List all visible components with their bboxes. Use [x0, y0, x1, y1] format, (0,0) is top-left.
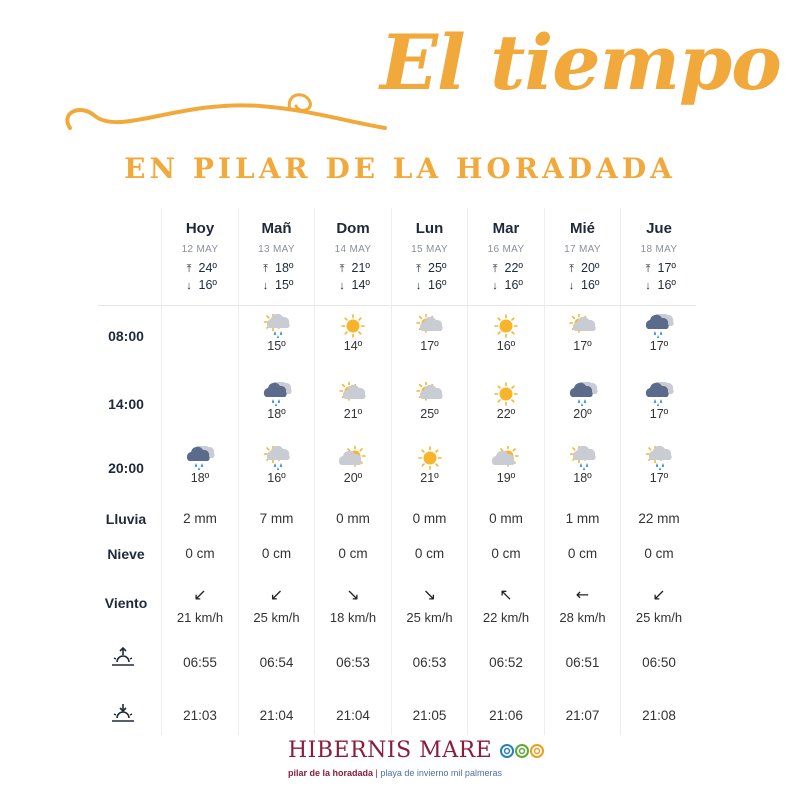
- day-date: 17 MAY: [564, 244, 601, 255]
- rain-value: 7 mm: [259, 511, 294, 526]
- sun-low-cloud-icon: [491, 446, 521, 470]
- sun-icon: [491, 382, 521, 406]
- hourly-cell-h20: [392, 446, 468, 485]
- max-arrow-icon: ⤒: [339, 263, 345, 275]
- snow-value: 0 cm: [644, 546, 674, 561]
- wind-speed: 25 km/h: [253, 610, 300, 625]
- brand-logo: [288, 738, 518, 788]
- temp-min-value: 14º: [351, 278, 370, 292]
- rain-value: 0 mm: [489, 511, 523, 526]
- min-arrow-icon: ↓: [645, 280, 651, 292]
- hourly-cell-h14: [392, 382, 468, 421]
- day-header: [545, 208, 621, 292]
- temp-min: [315, 278, 391, 292]
- sunset-time: 21:07: [565, 708, 600, 723]
- logo-subtitle: pilar de la horadada | playa de invierno mil palmeras: [288, 768, 502, 778]
- temp-max-value: 21º: [351, 261, 370, 275]
- temp-max: [468, 261, 544, 276]
- logo-tagline: playa de invierno mil palmeras: [380, 768, 502, 778]
- day-name: Jue: [646, 220, 672, 237]
- wind-cell: [239, 585, 315, 625]
- hourly-cell-h20: [162, 446, 238, 485]
- hourly-temp: 18º: [267, 407, 286, 421]
- wind-direction-icon: ↙: [652, 585, 666, 604]
- hourly-cell-h08: [545, 314, 621, 353]
- sun-icon: [338, 314, 368, 338]
- max-arrow-icon: ⤒: [416, 263, 421, 275]
- rain-cloud-icon: [262, 382, 292, 406]
- hourly-temp: 17º: [649, 407, 669, 421]
- temp-min: [162, 278, 238, 292]
- hourly-cell-h08: [315, 314, 391, 353]
- wind-cell: [621, 585, 697, 625]
- day-name: Lun: [415, 220, 444, 237]
- day-name: Hoy: [185, 220, 215, 237]
- temp-min-value: 16º: [428, 278, 447, 292]
- rain-cloud-icon: [568, 382, 598, 406]
- header: [0, 0, 800, 200]
- temp-max-value: 18º: [275, 261, 294, 275]
- day-name: Mié: [569, 220, 595, 237]
- row-label-rain: Lluvia: [105, 511, 147, 527]
- min-arrow-icon: ↓: [186, 280, 192, 292]
- sunset-icon: [110, 702, 136, 724]
- logo-wordmark: HIBERNIS MARE: [288, 738, 493, 763]
- wind-speed: 21 km/h: [176, 610, 224, 625]
- sunset-time: 21:04: [336, 708, 370, 723]
- rain-value: 1 mm: [565, 511, 600, 526]
- wind-cell: [392, 585, 468, 625]
- sun-cloud-icon: [415, 314, 445, 338]
- wind-direction-icon: ↘: [346, 585, 360, 604]
- sunrise-time: 06:52: [489, 655, 523, 670]
- hourly-cell-h08: [239, 314, 315, 353]
- row-label-snow: Nieve: [107, 546, 145, 562]
- sunset-time: 21:06: [489, 708, 523, 723]
- hourly-cell-h08: [392, 314, 468, 353]
- hourly-cell-h14: [621, 382, 697, 421]
- snow-value: 0 cm: [414, 546, 445, 561]
- rain-value: 0 mm: [412, 511, 447, 526]
- rain-cloud-icon: [644, 382, 674, 406]
- temp-max-value: 22º: [504, 261, 523, 275]
- page-title: El tiempo: [380, 18, 781, 107]
- snow-value: 0 cm: [185, 546, 215, 561]
- hourly-cell-h14: [545, 382, 621, 421]
- wind-speed: 28 km/h: [559, 610, 606, 625]
- wind-direction-icon: ↖: [499, 585, 513, 604]
- max-arrow-icon: ⤒: [263, 263, 268, 275]
- hourly-temp: 15º: [267, 339, 286, 353]
- sunrise-time: 06:50: [642, 655, 676, 670]
- max-arrow-icon: ⤒: [645, 263, 651, 275]
- hourly-temp: 21º: [343, 407, 363, 421]
- temp-min-value: 15º: [275, 278, 294, 292]
- hourly-cell-h14: [239, 382, 315, 421]
- snow-value: 0 cm: [491, 546, 521, 561]
- sunset-time: 21:08: [642, 708, 676, 723]
- hourly-temp: 17º: [649, 471, 669, 485]
- wind-cell: [545, 585, 621, 625]
- snow-value: 0 cm: [567, 546, 598, 561]
- day-date: 13 MAY: [258, 244, 295, 255]
- min-arrow-icon: ↓: [568, 280, 575, 292]
- day-header: [621, 208, 697, 292]
- max-arrow-icon: ⤒: [569, 263, 574, 275]
- wind-direction-icon: ↘: [422, 585, 437, 604]
- min-arrow-icon: ↓: [339, 280, 345, 292]
- row-label-1400: 14:00: [108, 396, 144, 412]
- hourly-cell-h20: [545, 446, 621, 485]
- hourly-temp: 17º: [649, 339, 669, 353]
- hourly-cell-h20: [239, 446, 315, 485]
- rain-value: 22 mm: [638, 511, 680, 526]
- sunset-time: 21:04: [259, 708, 294, 723]
- sun-cloud-icon: [568, 314, 598, 338]
- sun-cloud-icon: [338, 382, 368, 406]
- hourly-cell-h14: [468, 382, 544, 421]
- wind-speed: 18 km/h: [329, 610, 377, 625]
- sunrise-time: 06:54: [259, 655, 294, 670]
- day-date: 16 MAY: [487, 244, 525, 255]
- wind-speed: 22 km/h: [482, 610, 530, 625]
- temp-min: [239, 278, 315, 292]
- min-arrow-icon: ↓: [262, 280, 269, 292]
- sun-icon: [415, 446, 445, 470]
- hourly-temp: 18º: [573, 471, 592, 485]
- hourly-temp: 18º: [190, 471, 210, 485]
- hourly-cell-h14: [315, 382, 391, 421]
- hourly-temp: 16º: [267, 471, 286, 485]
- wind-direction-icon: ↙: [193, 585, 207, 604]
- temp-max: [392, 261, 468, 276]
- hourly-temp: 20º: [343, 471, 363, 485]
- wind-direction-icon: ↙: [269, 585, 284, 604]
- sun-cloud-rain-icon: [568, 446, 598, 470]
- temp-min: [545, 278, 621, 292]
- sun-cloud-rain-icon: [644, 446, 674, 470]
- sun-cloud-rain-icon: [262, 446, 292, 470]
- row-label-2000: 20:00: [108, 460, 144, 476]
- rain-value: 0 mm: [336, 511, 370, 526]
- hourly-cell-h20: [315, 446, 391, 485]
- temp-min-value: 16º: [657, 278, 676, 292]
- sun-cloud-icon: [415, 382, 445, 406]
- hourly-temp: 19º: [496, 471, 516, 485]
- hourly-temp: 25º: [420, 407, 439, 421]
- max-arrow-icon: ⤒: [492, 263, 498, 275]
- snow-value: 0 cm: [338, 546, 368, 561]
- day-date: 15 MAY: [411, 244, 448, 255]
- wind-cell: [315, 585, 391, 625]
- day-date: 18 MAY: [640, 244, 678, 255]
- hourly-temp: 21º: [420, 471, 439, 485]
- temp-max: [239, 261, 315, 276]
- day-date: 12 MAY: [181, 244, 219, 255]
- max-arrow-icon: ⤒: [186, 263, 192, 275]
- wind-direction-icon: ←: [575, 585, 590, 604]
- day-header: [162, 208, 238, 292]
- temp-min: [621, 278, 697, 292]
- rain-value: 2 mm: [183, 511, 217, 526]
- day-header: [392, 208, 468, 292]
- logo-location: pilar de la horadada: [288, 768, 374, 778]
- sunrise-time: 06:53: [336, 655, 370, 670]
- temp-min: [468, 278, 544, 292]
- sunset-time: 21:05: [412, 708, 447, 723]
- day-header: [239, 208, 315, 292]
- day-header: [468, 208, 544, 292]
- logo-spirals-icon: [500, 743, 546, 759]
- decorative-swirl: [60, 88, 390, 148]
- hourly-cell-h08: [468, 314, 544, 353]
- min-arrow-icon: ↓: [492, 280, 498, 292]
- temp-max: [162, 261, 238, 276]
- day-date: 14 MAY: [334, 244, 372, 255]
- sun-cloud-rain-icon: [262, 314, 292, 338]
- hourly-temp: 17º: [420, 339, 439, 353]
- temp-max: [621, 261, 697, 276]
- temp-max: [315, 261, 391, 276]
- hourly-temp: 22º: [496, 407, 516, 421]
- sunrise-icon: [110, 646, 136, 668]
- hourly-temp: 20º: [573, 407, 592, 421]
- wind-speed: 25 km/h: [635, 610, 683, 625]
- min-arrow-icon: ↓: [415, 280, 422, 292]
- temp-max-value: 17º: [657, 261, 676, 275]
- hourly-temp: 16º: [496, 339, 516, 353]
- row-label-wind: Viento: [104, 595, 148, 611]
- temp-min-value: 16º: [581, 278, 600, 292]
- sunrise-time: 06:53: [412, 655, 447, 670]
- sun-low-cloud-icon: [338, 446, 368, 470]
- day-name: Mar: [492, 220, 520, 237]
- hourly-cell-h20: [468, 446, 544, 485]
- day-name: Dom: [336, 220, 370, 237]
- page-subtitle: EN PILAR DE LA HORADADA: [124, 152, 676, 185]
- wind-cell: [162, 585, 238, 625]
- header-separator: [98, 305, 696, 306]
- snow-value: 0 cm: [261, 546, 292, 561]
- temp-min-value: 16º: [198, 278, 217, 292]
- rain-cloud-icon: [185, 446, 215, 470]
- temp-max: [545, 261, 621, 276]
- wind-cell: [468, 585, 544, 625]
- day-name: Mañ: [261, 220, 292, 237]
- temp-min: [392, 278, 468, 292]
- sun-icon: [491, 314, 521, 338]
- hourly-temp: 17º: [573, 339, 592, 353]
- hourly-temp: 14º: [343, 339, 363, 353]
- rain-cloud-icon: [644, 314, 674, 338]
- temp-max-value: 24º: [198, 261, 217, 275]
- sunrise-time: 06:55: [183, 655, 217, 670]
- hourly-cell-h08: [621, 314, 697, 353]
- column-divider: [161, 208, 162, 735]
- day-header: [315, 208, 391, 292]
- temp-max-value: 25º: [428, 261, 447, 275]
- row-label-0800: 08:00: [108, 328, 144, 344]
- sunset-time: 21:03: [183, 708, 217, 723]
- wind-speed: 25 km/h: [406, 610, 453, 625]
- sunrise-time: 06:51: [565, 655, 600, 670]
- temp-max-value: 20º: [581, 261, 600, 275]
- hourly-cell-h20: [621, 446, 697, 485]
- temp-min-value: 16º: [504, 278, 523, 292]
- logo-text: [288, 738, 546, 763]
